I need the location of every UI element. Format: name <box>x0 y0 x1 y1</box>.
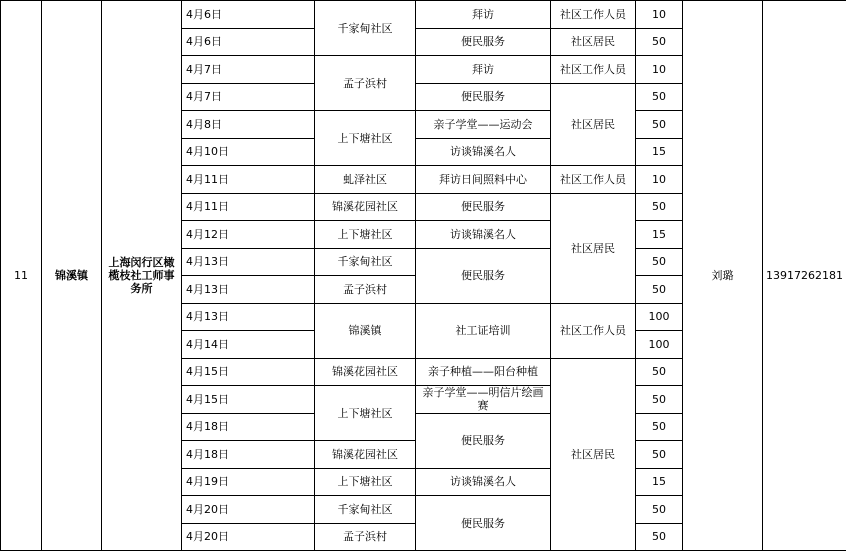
location-cell: 锦溪花园社区 <box>315 358 416 386</box>
date-cell: 4月13日 <box>182 276 315 304</box>
count-cell: 50 <box>636 248 683 276</box>
activity-cell: 便民服务 <box>416 83 551 111</box>
activity-cell: 拜访日间照料中心 <box>416 166 551 194</box>
date-cell: 4月13日 <box>182 303 315 331</box>
location-cell: 孟子浜村 <box>315 523 416 551</box>
count-cell: 10 <box>636 1 683 29</box>
date-cell: 4月10日 <box>182 138 315 166</box>
target-cell: 社区工作人员 <box>551 56 636 84</box>
location-cell: 孟子浜村 <box>315 276 416 304</box>
location-cell: 虬泽社区 <box>315 166 416 194</box>
date-cell: 4月11日 <box>182 166 315 194</box>
activity-cell: 亲子学堂——明信片绘画赛 <box>416 386 551 414</box>
activity-cell: 便民服务 <box>416 248 551 303</box>
count-cell: 100 <box>636 303 683 331</box>
target-cell: 社区居民 <box>551 358 636 551</box>
count-cell: 10 <box>636 166 683 194</box>
location-cell: 上下塘社区 <box>315 468 416 496</box>
location-cell: 上下塘社区 <box>315 111 416 166</box>
target-cell: 社区工作人员 <box>551 1 636 29</box>
count-cell: 50 <box>636 441 683 469</box>
count-cell: 15 <box>636 221 683 249</box>
date-cell: 4月7日 <box>182 56 315 84</box>
contact-phone-cell: 13917262181 <box>763 1 846 551</box>
date-cell: 4月11日 <box>182 193 315 221</box>
table-row <box>1 1 846 29</box>
activity-cell: 亲子种植——阳台种植 <box>416 358 551 386</box>
target-cell: 社区居民 <box>551 193 636 303</box>
date-cell: 4月12日 <box>182 221 315 249</box>
count-cell: 10 <box>636 56 683 84</box>
activity-cell: 便民服务 <box>416 28 551 56</box>
count-cell: 100 <box>636 331 683 359</box>
target-cell: 社区工作人员 <box>551 166 636 194</box>
location-cell: 孟子浜村 <box>315 56 416 111</box>
location-cell: 锦溪镇 <box>315 303 416 358</box>
activity-cell: 便民服务 <box>416 413 551 468</box>
organization-cell: 上海闵行区橄榄枝社工师事务所 <box>102 1 182 551</box>
count-cell: 50 <box>636 83 683 111</box>
count-cell: 50 <box>636 28 683 56</box>
date-cell: 4月7日 <box>182 83 315 111</box>
town-cell: 锦溪镇 <box>42 1 102 551</box>
date-cell: 4月8日 <box>182 111 315 139</box>
activity-cell: 访谈锦溪名人 <box>416 468 551 496</box>
location-cell: 上下塘社区 <box>315 221 416 249</box>
target-cell: 社区居民 <box>551 83 636 166</box>
activity-cell: 拜访 <box>416 1 551 29</box>
activity-cell: 亲子学堂——运动会 <box>416 111 551 139</box>
date-cell: 4月6日 <box>182 28 315 56</box>
date-cell: 4月18日 <box>182 413 315 441</box>
date-cell: 4月19日 <box>182 468 315 496</box>
location-cell: 锦溪花园社区 <box>315 441 416 469</box>
count-cell: 50 <box>636 523 683 551</box>
location-cell: 千家甸社区 <box>315 1 416 56</box>
target-cell: 社区居民 <box>551 28 636 56</box>
date-cell: 4月20日 <box>182 496 315 524</box>
location-cell: 上下塘社区 <box>315 386 416 441</box>
date-cell: 4月14日 <box>182 331 315 359</box>
location-cell: 千家甸社区 <box>315 248 416 276</box>
activity-cell: 访谈锦溪名人 <box>416 138 551 166</box>
count-cell: 50 <box>636 193 683 221</box>
row-index-cell: 11 <box>1 1 42 551</box>
count-cell: 50 <box>636 276 683 304</box>
activity-cell: 社工证培训 <box>416 303 551 358</box>
date-cell: 4月20日 <box>182 523 315 551</box>
date-cell: 4月18日 <box>182 441 315 469</box>
location-cell: 千家甸社区 <box>315 496 416 524</box>
activity-cell: 便民服务 <box>416 193 551 221</box>
count-cell: 50 <box>636 413 683 441</box>
count-cell: 50 <box>636 386 683 414</box>
count-cell: 50 <box>636 358 683 386</box>
contact-name-cell: 刘璐 <box>683 1 763 551</box>
activity-cell: 便民服务 <box>416 496 551 551</box>
activity-cell: 访谈锦溪名人 <box>416 221 551 249</box>
count-cell: 15 <box>636 138 683 166</box>
location-cell: 锦溪花园社区 <box>315 193 416 221</box>
date-cell: 4月15日 <box>182 358 315 386</box>
date-cell: 4月13日 <box>182 248 315 276</box>
target-cell: 社区工作人员 <box>551 303 636 358</box>
count-cell: 50 <box>636 111 683 139</box>
activity-cell: 拜访 <box>416 56 551 84</box>
date-cell: 4月15日 <box>182 386 315 414</box>
date-cell: 4月6日 <box>182 1 315 29</box>
count-cell: 15 <box>636 468 683 496</box>
count-cell: 50 <box>636 496 683 524</box>
